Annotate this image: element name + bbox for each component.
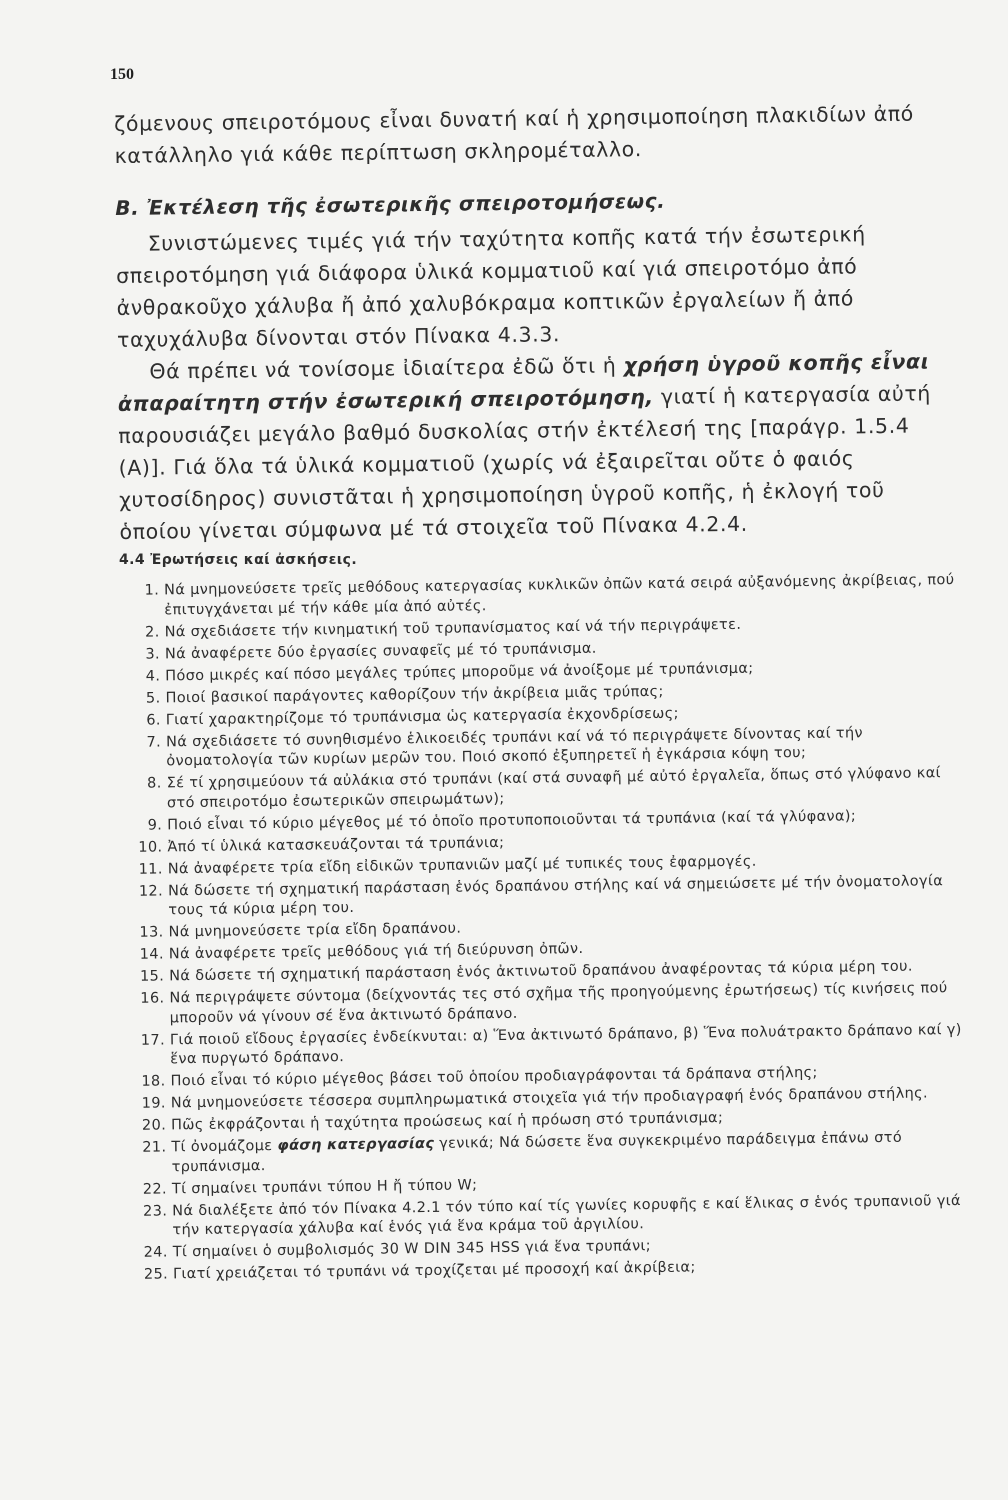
exercise-text [171, 1128, 967, 1177]
exercise-number: 1. [144, 582, 160, 599]
paragraph-cutting-fluid [117, 345, 957, 548]
exercise-number: 14. [139, 946, 164, 963]
cutting-fluid-emphasis: χρήση ὑγροῦ κοπῆς εἶναι ἀπαραίτητη στήν ἐσωτερική σπειροτόμηση, [117, 349, 930, 416]
exercise-number: 16. [140, 990, 165, 1007]
exercise-number: 2. [145, 623, 160, 641]
paragraph-cutting-fluid-start: Θά πρέπει νά τονίσομε ἰδιαίτερα ἐδῶ ὅτι ἡ [149, 353, 624, 384]
exercise-text: Ποιό εἶναι τό κύριο μέγεθος βάσει τοῦ ὁποίου προδιαγράφονται τά δράπανα στήλης; [170, 1064, 818, 1090]
exercise-number: 18. [141, 1073, 166, 1090]
exercise-number: 7. [146, 733, 162, 751]
exercise-number: 25. [143, 1266, 169, 1283]
intro-paragraph: ζόμενους σπειροτόμους εἶναι δυνατή καί ἡ χρησιμοποίηση πλακιδίων ἀπό κατάλληλο γιά κάθε περίπτωση σκληρομέταλλο. [114, 101, 915, 168]
exercise-number: 24. [143, 1244, 168, 1261]
page-number: 150 [110, 66, 134, 83]
exercise-number: 12. [138, 882, 164, 900]
exercise-number: 13. [139, 924, 164, 941]
exercise-number: 19. [141, 1095, 166, 1112]
exercise-text: Νά μνημονεύσετε τέσσερα συμπληρωματικά στοιχεῖα γιά τήν προδιαγραφή ἑνός δραπάνου στήλης. [170, 1085, 929, 1112]
body-text [114, 97, 958, 548]
exercise-text: Νά διαλέξετε ἀπό τόν Πίνακα 4.2.1 τόν τύπο καί τίς γωνίες κορυφῆς ε καί ἕλικας σ ἑνός τρυπανιοῦ γιά τήν κατεργασία χάλυβα καί ἑνός γιά ἕνα κράμα τοῦ ἀργιλίου. [172, 1192, 962, 1239]
exercise-text: Γιατί χαρακτηρίζομε τό τρυπάνισμα ὡς κατεργασία ἐκχονδρίσεως; [165, 705, 679, 728]
exercise-number: 10. [138, 838, 163, 856]
exercise-number: 4. [145, 667, 161, 685]
exercise-number: 11. [138, 860, 163, 878]
exercise-text: Νά ἀναφέρετε τρία εἴδη εἰδικῶν τρυπανιῶν μαζί μέ τυπικές τους ἐφαρμογές. [167, 853, 757, 877]
exercise-emphasis: φάση κατεργασίας [277, 1135, 435, 1154]
exercise-number: 17. [140, 1031, 166, 1049]
exercise-text: Γιατί χρειάζεται τό τρυπάνι νά τροχίζεται μέ προσοχή καί ἀκρίβεια; [172, 1259, 696, 1283]
exercise-number: 5. [145, 689, 161, 707]
exercise-text: Νά ἀναφέρετε τρεῖς μεθόδους γιά τή διεύρυνση ὀπῶν. [168, 940, 584, 963]
paragraph-cutting-speed: Συνιστώμενες τιμές γιά τήν ταχύτητα κοπῆς κατά τήν ἐσωτερική σπειροτόμηση γιά διάφορα ὑλικά κομματιοῦ καί γιά σπειροτόμο ἀπό ἀνθρακοῦχο χάλυβα ἤ ἀπό χαλυβόκραμα κοπτικῶν ἐργαλείων ἤ ἀπό ταχυχάλυβα δίνονται στόν Πίνακα 4.3.3. [116, 222, 866, 352]
exercise-text: Ἀπό τί ὑλικά κατασκευάζονται τά τρυπάνια; [167, 834, 505, 855]
section-heading: Β. Ἐκτέλεση τῆς ἐσωτερικῆς σπειροτομήσεως. [115, 188, 666, 220]
exercise-text-start: Τί ὀνομάζομε [171, 1137, 278, 1156]
exercise-text: Τί σημαίνει τρυπάνι τύπου Η ἤ τύπου W; [171, 1176, 478, 1197]
exercise-number: 8. [146, 775, 162, 792]
exercise-text: Τί σημαίνει ὁ συμβολισμός 30 W DIN 345 HSS γιά ἕνα τρυπάνι; [172, 1238, 652, 1261]
exercises-heading: 4.4 Ἐρωτήσεις καί ἀσκήσεις. [119, 552, 358, 568]
exercise-text: Πόσο μικρές καί πόσο μεγάλες τρύπες μποροῦμε νά ἀνοίξομε μέ τρυπάνισμα; [165, 660, 754, 684]
exercise-text: Ποιοί βασικοί παράγοντες καθορίζουν τήν ἀκρίβεια μιᾶς τρύπας; [165, 683, 664, 706]
exercise-text: Νά δώσετε τή σχηματική παράσταση ἑνός ἀκτινωτοῦ δραπάνου ἀναφέροντας τά κύρια μέρη του. [169, 958, 913, 985]
exercise-text: Σέ τί χρησιμεύουν τά αὐλάκια στό τρυπάνι (καί στά συναφῆ μέ αὐτό ἐργαλεῖα, ὅπως στό γλύφανο καί στό σπειροτόμο ἐσωτερικῶν σπειρωμάτων); [166, 765, 941, 811]
exercise-number: 9. [147, 816, 163, 834]
exercise-number: 20. [141, 1117, 167, 1134]
exercise-number: 23. [143, 1202, 168, 1220]
exercise-number: 6. [146, 711, 161, 729]
exercise-list [117, 571, 969, 1288]
exercise-text: Νά μνημονεύσετε τρεῖς μεθόδους κατεργασίας κυκλικῶν ὀπῶν κατά σειρά αὐξανόμενης ἀκρίβειας, πού ἐπιτυγχάνεται μέ τήν κάθε μία ἀπό αὐτές. [164, 572, 955, 618]
exercise-text: Νά σχεδιάσετε τό συνηθισμένο ἑλικοειδές τρυπάνι καί νά τό περιγράψετε δίνοντας καί τήν ὀνοματολογία τῶν κυρίων μερῶν του. Ποιό σκοπό ἐξυπηρετεῖ ἡ ἐγκάρσια κόψη του; [165, 724, 864, 770]
exercise-number: 21. [142, 1139, 167, 1156]
exercise-text: Νά περιγράψετε σύντομα (δείχνοντάς τες στό σχῆμα τῆς προηγούμενης ἐρωτήσεως) τίς κινήσεις πού μποροῦν νά γίνουν σέ ἕνα ἀκτινωτό δράπανο. [169, 980, 948, 1026]
exercise-text: Νά δώσετε τή σχηματική παράσταση ἑνός δραπάνου στήλης καί νά σημειώσετε μέ τήν ὀνοματολογία τους τά κύρια μέρη του. [167, 872, 944, 919]
exercise-text-end: γενικά; Νά δώσετε ἕνα συγκεκριμένο παράδειγμα ἐπάνω στό τρυπάνισμα. [171, 1129, 903, 1175]
exercise-text: Νά σχεδιάσετε τήν κινηματική τοῦ τρυπανίσματος καί νά τήν περιγράψετε. [164, 616, 742, 640]
exercise-number: 15. [139, 968, 165, 985]
exercise-text: Πῶς ἐκφράζονται ἡ ταχύτητα προώσεως καί ἡ πρόωση στό τρυπάνισμα; [171, 1110, 724, 1134]
exercise-text: Νά ἀναφέρετε δύο ἐργασίες συναφεῖς μέ τό τρυπάνισμα. [164, 640, 597, 662]
exercise-text: Γιά ποιοῦ εἴδους ἐργασίες ἐνδείκνυται: α) Ἕνα ἀκτινωτό δράπανο, β) Ἕνα πολυάτρακτο δράπανο καί γ) ἕνα πυργωτό δράπανο. [169, 1021, 962, 1068]
exercise-number: 22. [142, 1180, 168, 1198]
exercise-number: 3. [145, 645, 161, 663]
exercise-text: Νά μνημονεύσετε τρία εἴδη δραπάνου. [168, 920, 462, 941]
exercise-text: Ποιό εἶναι τό κύριο μέγεθος μέ τό ὁποῖο προτυποποιοῦνται τά τρυπάνια (καί τά γλύφανα); [167, 807, 857, 833]
paragraph-cutting-fluid-end: γιατί ἡ κατεργασία αὐτή παρουσιάζει μεγάλο βαθμό δυσκολίας στήν ἐκτέλεσή της [παράγρ. 1.5.4 (Α)]. Γιά ὅλα τά ὑλικά κομματιοῦ (χωρίς νά ἐξαιρεῖται οὔτε ὁ φαιός χυτοσίδηρος) συνιστᾶται ἡ χρησιμοποίηση ὑγροῦ κοπῆς, ἡ ἐκλογή τοῦ ὁποίου γίνεται σύμφωνα μέ τά στοιχεῖα τοῦ Πίνακα 4.2.4. [118, 381, 932, 544]
